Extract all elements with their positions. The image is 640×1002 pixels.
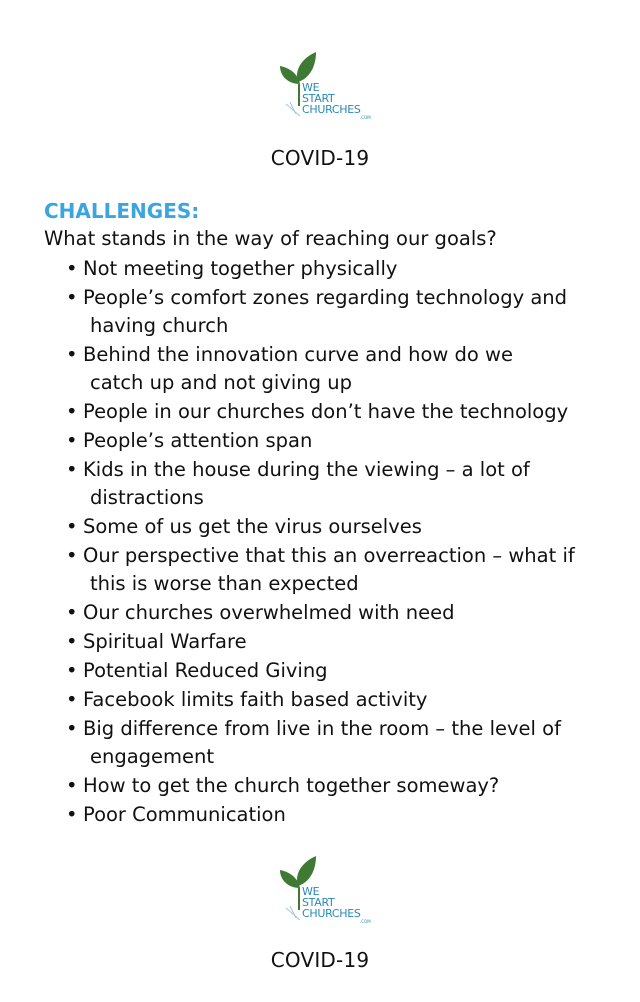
caption-bottom: COVID-19: [270, 948, 370, 972]
list-item: [66, 398, 626, 426]
caption-top: COVID-19: [270, 146, 370, 170]
list-item: [66, 456, 626, 512]
list-item: [66, 772, 626, 800]
list-item-text: Poor Communication: [83, 803, 286, 826]
sprout-logo-icon: [276, 848, 376, 948]
list-item-text-cont: catch up and not giving up: [90, 371, 352, 394]
logo-line-4: .COM: [360, 115, 371, 120]
bullet: •: [66, 717, 78, 740]
list-item-text: Some of us get the virus ourselves: [83, 515, 422, 538]
list-item-text: People’s comfort zones regarding technology and: [83, 286, 568, 309]
bullet: •: [66, 601, 78, 624]
list-item: [66, 542, 626, 598]
challenges-list: [66, 255, 626, 830]
list-item: [66, 341, 626, 397]
logo-line-3: CHURCHES: [302, 907, 361, 920]
list-item: [66, 284, 626, 340]
list-item: [66, 715, 626, 771]
bullet: •: [66, 400, 78, 423]
bullet: •: [66, 630, 78, 653]
bullet: •: [66, 343, 78, 366]
bullet: •: [66, 515, 78, 538]
list-item-text: Our perspective that this an overreaction – what if: [83, 544, 575, 567]
bullet: •: [66, 803, 78, 826]
sprout-logo-icon: [276, 44, 376, 144]
list-item: [66, 657, 626, 685]
list-item: [66, 628, 626, 656]
list-item: [66, 255, 626, 283]
bullet: •: [66, 429, 78, 452]
list-item-text: Our churches overwhelmed with need: [83, 601, 455, 624]
bullet: •: [66, 774, 78, 797]
list-item-text: Kids in the house during the viewing – a lot of: [83, 458, 530, 481]
challenges-heading: CHALLENGES:: [44, 199, 200, 223]
logo-line-2: START: [302, 92, 335, 105]
list-item-text: Not meeting together physically: [83, 257, 398, 280]
bullet: •: [66, 458, 78, 481]
logo-line-4: .COM: [360, 919, 371, 924]
logo-top: [276, 44, 376, 144]
list-item: [66, 801, 626, 829]
logo-bottom: [276, 848, 376, 948]
list-item-text: People’s attention span: [83, 429, 313, 452]
list-item-text-cont: having church: [90, 314, 229, 337]
logo-line-2: START: [302, 896, 335, 909]
list-item-text: Potential Reduced Giving: [83, 659, 328, 682]
list-item-text: Behind the innovation curve and how do we: [83, 343, 513, 366]
logo-line-1: WE: [302, 885, 320, 898]
list-item-text: Spiritual Warfare: [83, 630, 247, 653]
list-item: [66, 513, 626, 541]
bullet: •: [66, 688, 78, 711]
list-item: [66, 686, 626, 714]
list-item-text: People in our churches don’t have the technology: [83, 400, 569, 423]
list-item-text-cont: this is worse than expected: [90, 572, 359, 595]
logo-line-1: WE: [302, 81, 320, 94]
list-item: [66, 427, 626, 455]
bullet: •: [66, 544, 78, 567]
list-item-text: Facebook limits faith based activity: [83, 688, 428, 711]
logo-line-3: CHURCHES: [302, 103, 361, 116]
bullet: •: [66, 257, 78, 280]
bullet: •: [66, 659, 78, 682]
list-item-text: Big difference from live in the room – the level of: [83, 717, 561, 740]
list-item-text: How to get the church together someway?: [83, 774, 500, 797]
list-item-text-cont: distractions: [90, 486, 204, 509]
list-item: [66, 599, 626, 627]
bullet: •: [66, 286, 78, 309]
question-text: What stands in the way of reaching our goals?: [44, 227, 497, 250]
list-item-text-cont: engagement: [90, 745, 215, 768]
